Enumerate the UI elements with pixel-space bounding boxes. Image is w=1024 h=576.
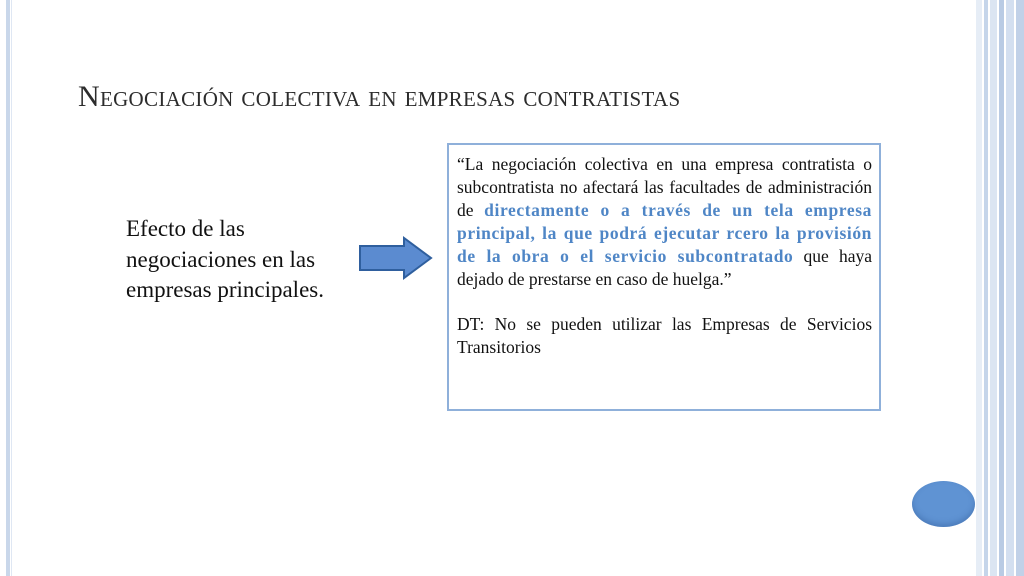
right-stripe-6 <box>1016 0 1024 576</box>
right-border-stripes <box>974 0 1024 576</box>
right-arrow-icon <box>358 236 434 280</box>
blue-oval-icon <box>912 481 975 527</box>
left-text: Efecto de las negociaciones en las empresas principales. <box>126 216 324 302</box>
right-stripe-2 <box>984 0 988 576</box>
right-stripe-1 <box>976 0 982 576</box>
quote-text-start: “La negociación colectiva en una empresa contratista o subcontratista no afectará las facultades de administración de <box>457 154 872 220</box>
left-border-line <box>11 0 12 576</box>
quote-text-end: que haya dejado de prestarse en caso de huelga.” <box>457 246 872 289</box>
quote-box <box>447 143 881 411</box>
quote-paragraph <box>457 153 872 291</box>
left-border-stripe <box>6 0 10 576</box>
right-stripe-4 <box>999 0 1004 576</box>
right-stripe-5 <box>1006 0 1014 576</box>
quote-highlight: directamente o a través de un tela empresa principal, la que podrá ejecutar rcero la provisión de la obra o el servicio subcontratado <box>457 200 872 266</box>
quote-note: DT: No se pueden utilizar las Empresas de Servicios Transitorios <box>457 314 872 357</box>
slide-title: Negociación colectiva en empresas contratistas <box>78 80 681 113</box>
right-stripe-3 <box>990 0 997 576</box>
